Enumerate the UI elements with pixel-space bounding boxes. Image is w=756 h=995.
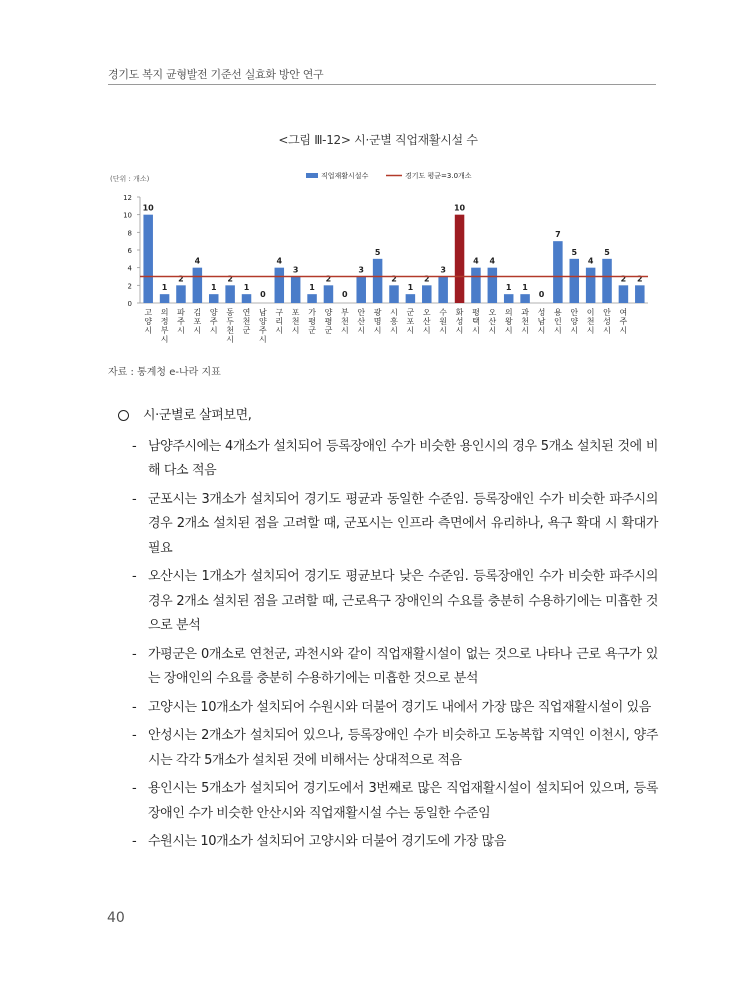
bar-chart xyxy=(100,165,656,357)
legend-bar-label: 직업재활시설수 xyxy=(321,172,369,180)
bar xyxy=(422,285,432,303)
x-tick-label: 이 천 시 xyxy=(586,308,595,335)
x-tick-label: 안 성 시 xyxy=(603,308,611,335)
figure-source: 자료 : 통계청 e-나라 지표 xyxy=(108,367,221,378)
x-tick-label: 평 택 시 xyxy=(472,308,480,335)
bar-value-label: 5 xyxy=(604,247,610,257)
bullet-item: - 남양주시에는 4개소가 설치되어 등록장애인 수가 비슷한 용인시의 경우 5개소 설치된 것에 비해 다소 적음 xyxy=(118,435,658,484)
x-tick-label: 시 흥 시 xyxy=(390,308,398,335)
bar xyxy=(635,285,645,303)
bar-value-label: 4 xyxy=(489,256,496,266)
page-number: 40 xyxy=(107,910,125,926)
bar-value-label: 1 xyxy=(309,283,315,293)
bar xyxy=(307,294,317,303)
bar xyxy=(275,268,285,303)
x-tick-label: 성 남 시 xyxy=(537,308,546,335)
bar-value-label: 0 xyxy=(342,290,348,299)
bar-value-label: 3 xyxy=(358,265,365,275)
bar-value-label: 2 xyxy=(637,274,643,284)
header-rule xyxy=(108,84,656,85)
x-tick-label: 남 양 주 시 xyxy=(259,308,267,344)
x-tick-label: 가 평 군 xyxy=(308,308,316,335)
bar xyxy=(389,285,399,303)
bar-value-label: 1 xyxy=(243,283,250,293)
bar-value-label: 3 xyxy=(292,265,299,275)
bar-value-label: 2 xyxy=(423,274,430,284)
bar xyxy=(619,285,629,303)
bar-value-label: 1 xyxy=(505,283,512,293)
bar-value-label: 2 xyxy=(620,274,627,284)
bar xyxy=(242,294,252,303)
y-tick-label: 10 xyxy=(123,211,132,220)
x-tick-label: 안 양 시 xyxy=(570,308,579,335)
y-tick-label: 12 xyxy=(123,194,132,202)
bar-value-label: 1 xyxy=(161,283,168,293)
bullet-list xyxy=(118,435,658,855)
legend-bar-swatch xyxy=(306,173,318,178)
figure-caption: <그림 Ⅲ-12> 시·군별 직업재활시설 수 xyxy=(278,133,478,147)
bar xyxy=(570,259,580,303)
x-tick-label: 광 명 시 xyxy=(373,308,382,335)
x-tick-label: 구 리 시 xyxy=(275,308,284,335)
bullet-item: - 오산시는 1개소가 설치되어 경기도 평균보다 낮은 수준임. 등록장애인 수가 비슷한 파주시의 경우 2개소 설치된 점을 고려할 때, 근로욕구 장애인의 수요를 충분히 수용하기에는 미흡한 것으로 분석 xyxy=(118,565,658,639)
bullet-item: - 용인시는 5개소가 설치되어 경기도에서 3번째로 많은 직업재활시설이 설치되어 있으며, 등록장애인 수가 비슷한 안산시와 직업재활시설 수는 동일한 수준임 xyxy=(118,777,658,826)
y-tick-label: 8 xyxy=(127,229,132,238)
bar-value-label: 2 xyxy=(227,274,233,284)
section-lead-text: 시·군별로 살펴보면, xyxy=(143,408,252,423)
bar xyxy=(324,285,334,303)
bar-value-label: 2 xyxy=(391,274,397,284)
bar-value-label: 4 xyxy=(194,256,201,266)
x-tick-label: 김 포 시 xyxy=(193,308,202,335)
bullet-item: - 군포시는 3개소가 설치되어 경기도 평균과 동일한 수준임. 등록장애인 수가 비슷한 파주시의 경우 2개소 설치된 점을 고려할 때, 군포시는 인프라 측면에서 유리하나, 욕구 확대 시 확대가 필요 xyxy=(118,488,658,562)
y-tick-label: 4 xyxy=(127,264,132,273)
bullet-item: - 수원시는 10개소가 설치되어 고양시와 더불어 경기도에 가장 많음 xyxy=(118,830,658,855)
bar-value-label: 10 xyxy=(453,203,466,213)
bar-value-label: 3 xyxy=(440,265,446,275)
body-text xyxy=(118,404,658,859)
y-tick-label: 0 xyxy=(127,300,132,308)
bullet-item: - 고양시는 10개소가 설치되어 수원시와 더불어 경기도 내에서 가장 많은 직업재활시설이 있음 xyxy=(118,696,658,721)
bar-value-label: 1 xyxy=(210,283,217,293)
x-tick-label: 양 평 군 xyxy=(324,308,333,335)
bar xyxy=(488,268,498,303)
x-tick-label: 포 천 시 xyxy=(291,308,300,335)
x-tick-label: 연 천 군 xyxy=(242,308,251,335)
x-tick-label: 의 왕 시 xyxy=(504,308,513,335)
running-header: 경기도 복지 균형발전 기준선 실효화 방안 연구 xyxy=(108,68,324,81)
bar xyxy=(406,294,416,303)
bar xyxy=(209,294,219,303)
bar xyxy=(520,294,530,303)
bar-value-label: 0 xyxy=(260,290,266,299)
bar xyxy=(225,285,235,303)
bar-value-label: 2 xyxy=(325,274,332,284)
section-lead xyxy=(118,404,658,429)
bar-value-label: 4 xyxy=(276,256,283,266)
x-tick-label: 동 두 천 시 xyxy=(226,308,234,344)
y-tick-label: 6 xyxy=(127,247,132,255)
x-tick-label: 의 정 부 시 xyxy=(160,308,169,344)
bullet-item: - 안성시는 2개소가 설치되어 있으나, 등록장애인 수가 비슷하고 도농복합 지역인 이천시, 양주시는 각각 5개소가 설치된 것에 비해서는 상대적으로 적음 xyxy=(118,724,658,773)
bar xyxy=(438,277,448,304)
bar-value-label: 1 xyxy=(522,283,528,293)
x-tick-label: 화 성 시 xyxy=(455,308,464,335)
bar xyxy=(586,268,596,303)
bar xyxy=(373,259,383,303)
bar-value-label: 5 xyxy=(571,247,578,257)
x-tick-label: 파 주 시 xyxy=(177,308,185,335)
bullet-item: - 가평군은 0개소로 연천군, 과천시와 같이 직업재활시설이 없는 것으로 나타나 근로 욕구가 있는 장애인의 수요를 충분히 수용하기에는 미흡한 것으로 분석 xyxy=(118,643,658,692)
y-tick-label: 2 xyxy=(127,282,132,291)
bar-value-label: 5 xyxy=(374,247,381,257)
x-tick-label: 부 천 시 xyxy=(340,308,349,335)
x-tick-label: 군 포 시 xyxy=(406,308,415,335)
x-tick-label: 고 양 시 xyxy=(144,308,153,335)
x-tick-label: 여 주 시 xyxy=(619,308,628,335)
circle-bullet-icon xyxy=(118,410,129,421)
bar xyxy=(504,294,514,303)
bar-value-label: 4 xyxy=(587,256,594,266)
bar xyxy=(160,294,170,303)
bar xyxy=(356,277,366,304)
x-tick-label: 양 주 시 xyxy=(209,308,218,335)
x-tick-label: 안 산 시 xyxy=(357,308,366,335)
bar xyxy=(143,215,153,303)
x-tick-label: 용 인 시 xyxy=(554,308,562,335)
bar xyxy=(176,285,186,303)
bar-value-label: 1 xyxy=(407,283,414,293)
bar-value-label: 7 xyxy=(555,230,561,240)
x-tick-label: 오 산 시 xyxy=(422,308,431,335)
bar xyxy=(193,268,203,303)
bar-value-label: 10 xyxy=(142,203,154,213)
x-tick-label: 과 천 시 xyxy=(521,308,529,335)
bar xyxy=(455,215,465,303)
x-tick-label: 수 원 시 xyxy=(439,308,448,335)
bar xyxy=(471,268,481,303)
legend-line-label: 경기도 평균=3.0개소 xyxy=(405,172,472,180)
bar xyxy=(291,277,301,304)
bar xyxy=(602,259,612,303)
chart-unit-label: (단위 : 개소) xyxy=(110,175,150,183)
bar-value-label: 0 xyxy=(538,290,545,299)
bar-value-label: 4 xyxy=(473,256,479,266)
bar-value-label: 2 xyxy=(178,274,184,284)
x-tick-label: 오 산 시 xyxy=(488,308,497,335)
bar xyxy=(553,241,563,303)
